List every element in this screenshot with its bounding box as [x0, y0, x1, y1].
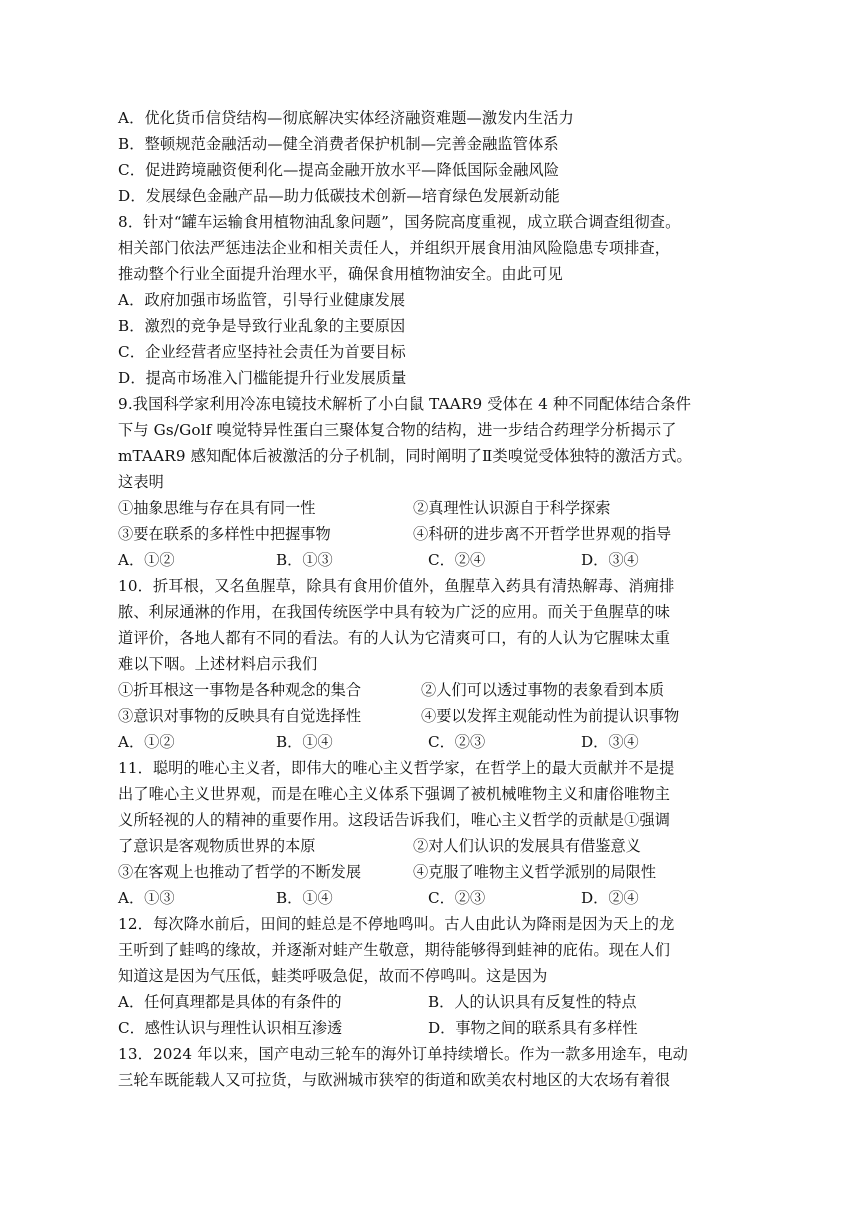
q8-stem-line: 推动整个行业全面提升治理水平，确保食用植物油安全。由此可见: [118, 265, 563, 283]
q9-choice-a: A．①②: [118, 551, 175, 569]
q7-option-b: B．整顿规范金融活动—健全消费者保护机制—完善金融监管体系: [118, 135, 559, 153]
q13-stem-line: 13．2024 年以来，国产电动三轮车的海外订单持续增长。作为一款多用途车，电动: [118, 1045, 688, 1063]
q9-choice-c: C．②④: [428, 551, 486, 569]
q11-item-3: ③在客观上也推动了哲学的不断发展: [118, 863, 361, 881]
q12-option-c: C．感性认识与理性认识相互渗透: [118, 1019, 343, 1037]
q12-option-b: B．人的认识具有反复性的特点: [428, 993, 637, 1011]
q9-choice-b: B．①③: [276, 551, 333, 569]
q10-item-1: ①折耳根这一事物是各种观念的集合: [118, 681, 361, 699]
q9-item-3: ③要在联系的多样性中把握事物: [118, 525, 331, 543]
q10-item-2: ②人们可以透过事物的表象看到本质: [421, 681, 664, 699]
q10-stem-line: 难以下咽。上述材料启示我们: [118, 655, 318, 673]
q7-option-d: D．发展绿色金融产品—助力低碳技术创新—培育绿色发展新动能: [118, 187, 560, 205]
q10-choice-d: D．③④: [581, 733, 639, 751]
q8-stem-line: 相关部门依法严惩违法企业和相关责任人，并组织开展食用油风险隐患专项排查，: [118, 239, 671, 257]
q11-choice-d: D．②④: [581, 889, 639, 907]
q12-stem-line: 12．每次降水前后，田间的蛙总是不停地鸣叫。古人由此认为降雨是因为天上的龙: [118, 915, 675, 933]
q11-stem-line: 义所轻视的人的精神的重要作用。这段话告诉我们，唯心主义哲学的贡献是①强调: [118, 811, 671, 829]
q9-item-2: ②真理性认识源自于科学探索: [413, 499, 611, 517]
q12-stem-line: 知道这是因为气压低，蛙类呼吸急促，故而不停鸣叫。这是因为: [118, 967, 548, 985]
q11-choice-a: A．①③: [118, 889, 175, 907]
q11-stem-line: 出了唯心主义世界观，而是在唯心主义体系下强调了被机械唯物主义和庸俗唯物主: [118, 785, 671, 803]
q8-option-c: C．企业经营者应坚持社会责任为首要目标: [118, 343, 406, 361]
q8-option-d: D．提高市场准入门槛能提升行业发展质量: [118, 369, 407, 387]
q9-item-1: ①抽象思维与存在具有同一性: [118, 499, 316, 517]
q10-stem-line: 脓、利尿通淋的作用，在我国传统医学中具有较为广泛的应用。而关于鱼腥草的味: [118, 603, 671, 621]
q13-stem-line: 三轮车既能载人又可拉货，与欧洲城市狭窄的街道和欧美农村地区的大农场有着很: [118, 1071, 671, 1089]
q10-stem-line: 道评价，各地人都有不同的看法。有的人认为它清爽可口，有的人认为它腥味太重: [118, 629, 671, 647]
q11-choice-c: C．②③: [428, 889, 486, 907]
q10-choice-a: A．①②: [118, 733, 175, 751]
q7-option-a: A．优化货币信贷结构—彻底解决实体经济融资难题—激发内生活力: [118, 109, 574, 127]
q7-option-c: C．促进跨境融资便利化—提高金融开放水平—降低国际金融风险: [118, 161, 560, 179]
q11-stem-line: 11．聪明的唯心主义者，即伟大的唯心主义哲学家，在哲学上的最大贡献并不是提: [118, 759, 675, 777]
q10-choice-c: C．②③: [428, 733, 486, 751]
q11-item-1-continued: 了意识是客观物质世界的本原: [118, 837, 316, 855]
q9-choice-d: D．③④: [581, 551, 639, 569]
q11-item-4: ④克服了唯物主义哲学派别的局限性: [413, 863, 656, 881]
q8-option-a: A．政府加强市场监管，引导行业健康发展: [118, 291, 406, 309]
q10-stem-line: 10．折耳根，又名鱼腥草，除具有食用价值外，鱼腥草入药具有清热解毒、消痈排: [118, 577, 675, 595]
q10-item-3: ③意识对事物的反映具有自觉选择性: [118, 707, 361, 725]
q10-item-4: ④要以发挥主观能动性为前提认识事物: [421, 707, 680, 725]
q9-stem-line: 这表明: [118, 473, 165, 491]
q11-item-2: ②对人们认识的发展具有借鉴意义: [413, 837, 641, 855]
q11-choice-b: B．①④: [276, 889, 333, 907]
q9-stem-line: 下与 Gs/Golf 嗅觉特异性蛋白三聚体复合物的结构，进一步结合药理学分析揭示了: [118, 421, 677, 439]
q9-stem-line: 9.我国科学家利用冷冻电镜技术解析了小白鼠 TAAR9 受体在 4 种不同配体结合条件: [118, 395, 692, 413]
q9-stem-line: mTAAR9 感知配体后被激活的分子机制，同时阐明了Ⅱ类嗅觉受体独特的激活方式。: [118, 447, 692, 465]
q10-choice-b: B．①④: [276, 733, 333, 751]
q8-stem-line: 8．针对“罐车运输食用植物油乱象问题”，国务院高度重视，成立联合调查组彻查。: [118, 213, 681, 231]
q12-stem-line: 王听到了蛙鸣的缘故，并逐渐对蛙产生敬意，期待能够得到蛙神的庇佑。现在人们: [118, 941, 671, 959]
q12-option-d: D．事物之间的联系具有多样性: [428, 1019, 638, 1037]
q12-option-a: A．任何真理都是具体的有条件的: [118, 993, 342, 1011]
q9-item-4: ④科研的进步离不开哲学世界观的指导: [413, 525, 672, 543]
q8-option-b: B．激烈的竞争是导致行业乱象的主要原因: [118, 317, 406, 335]
